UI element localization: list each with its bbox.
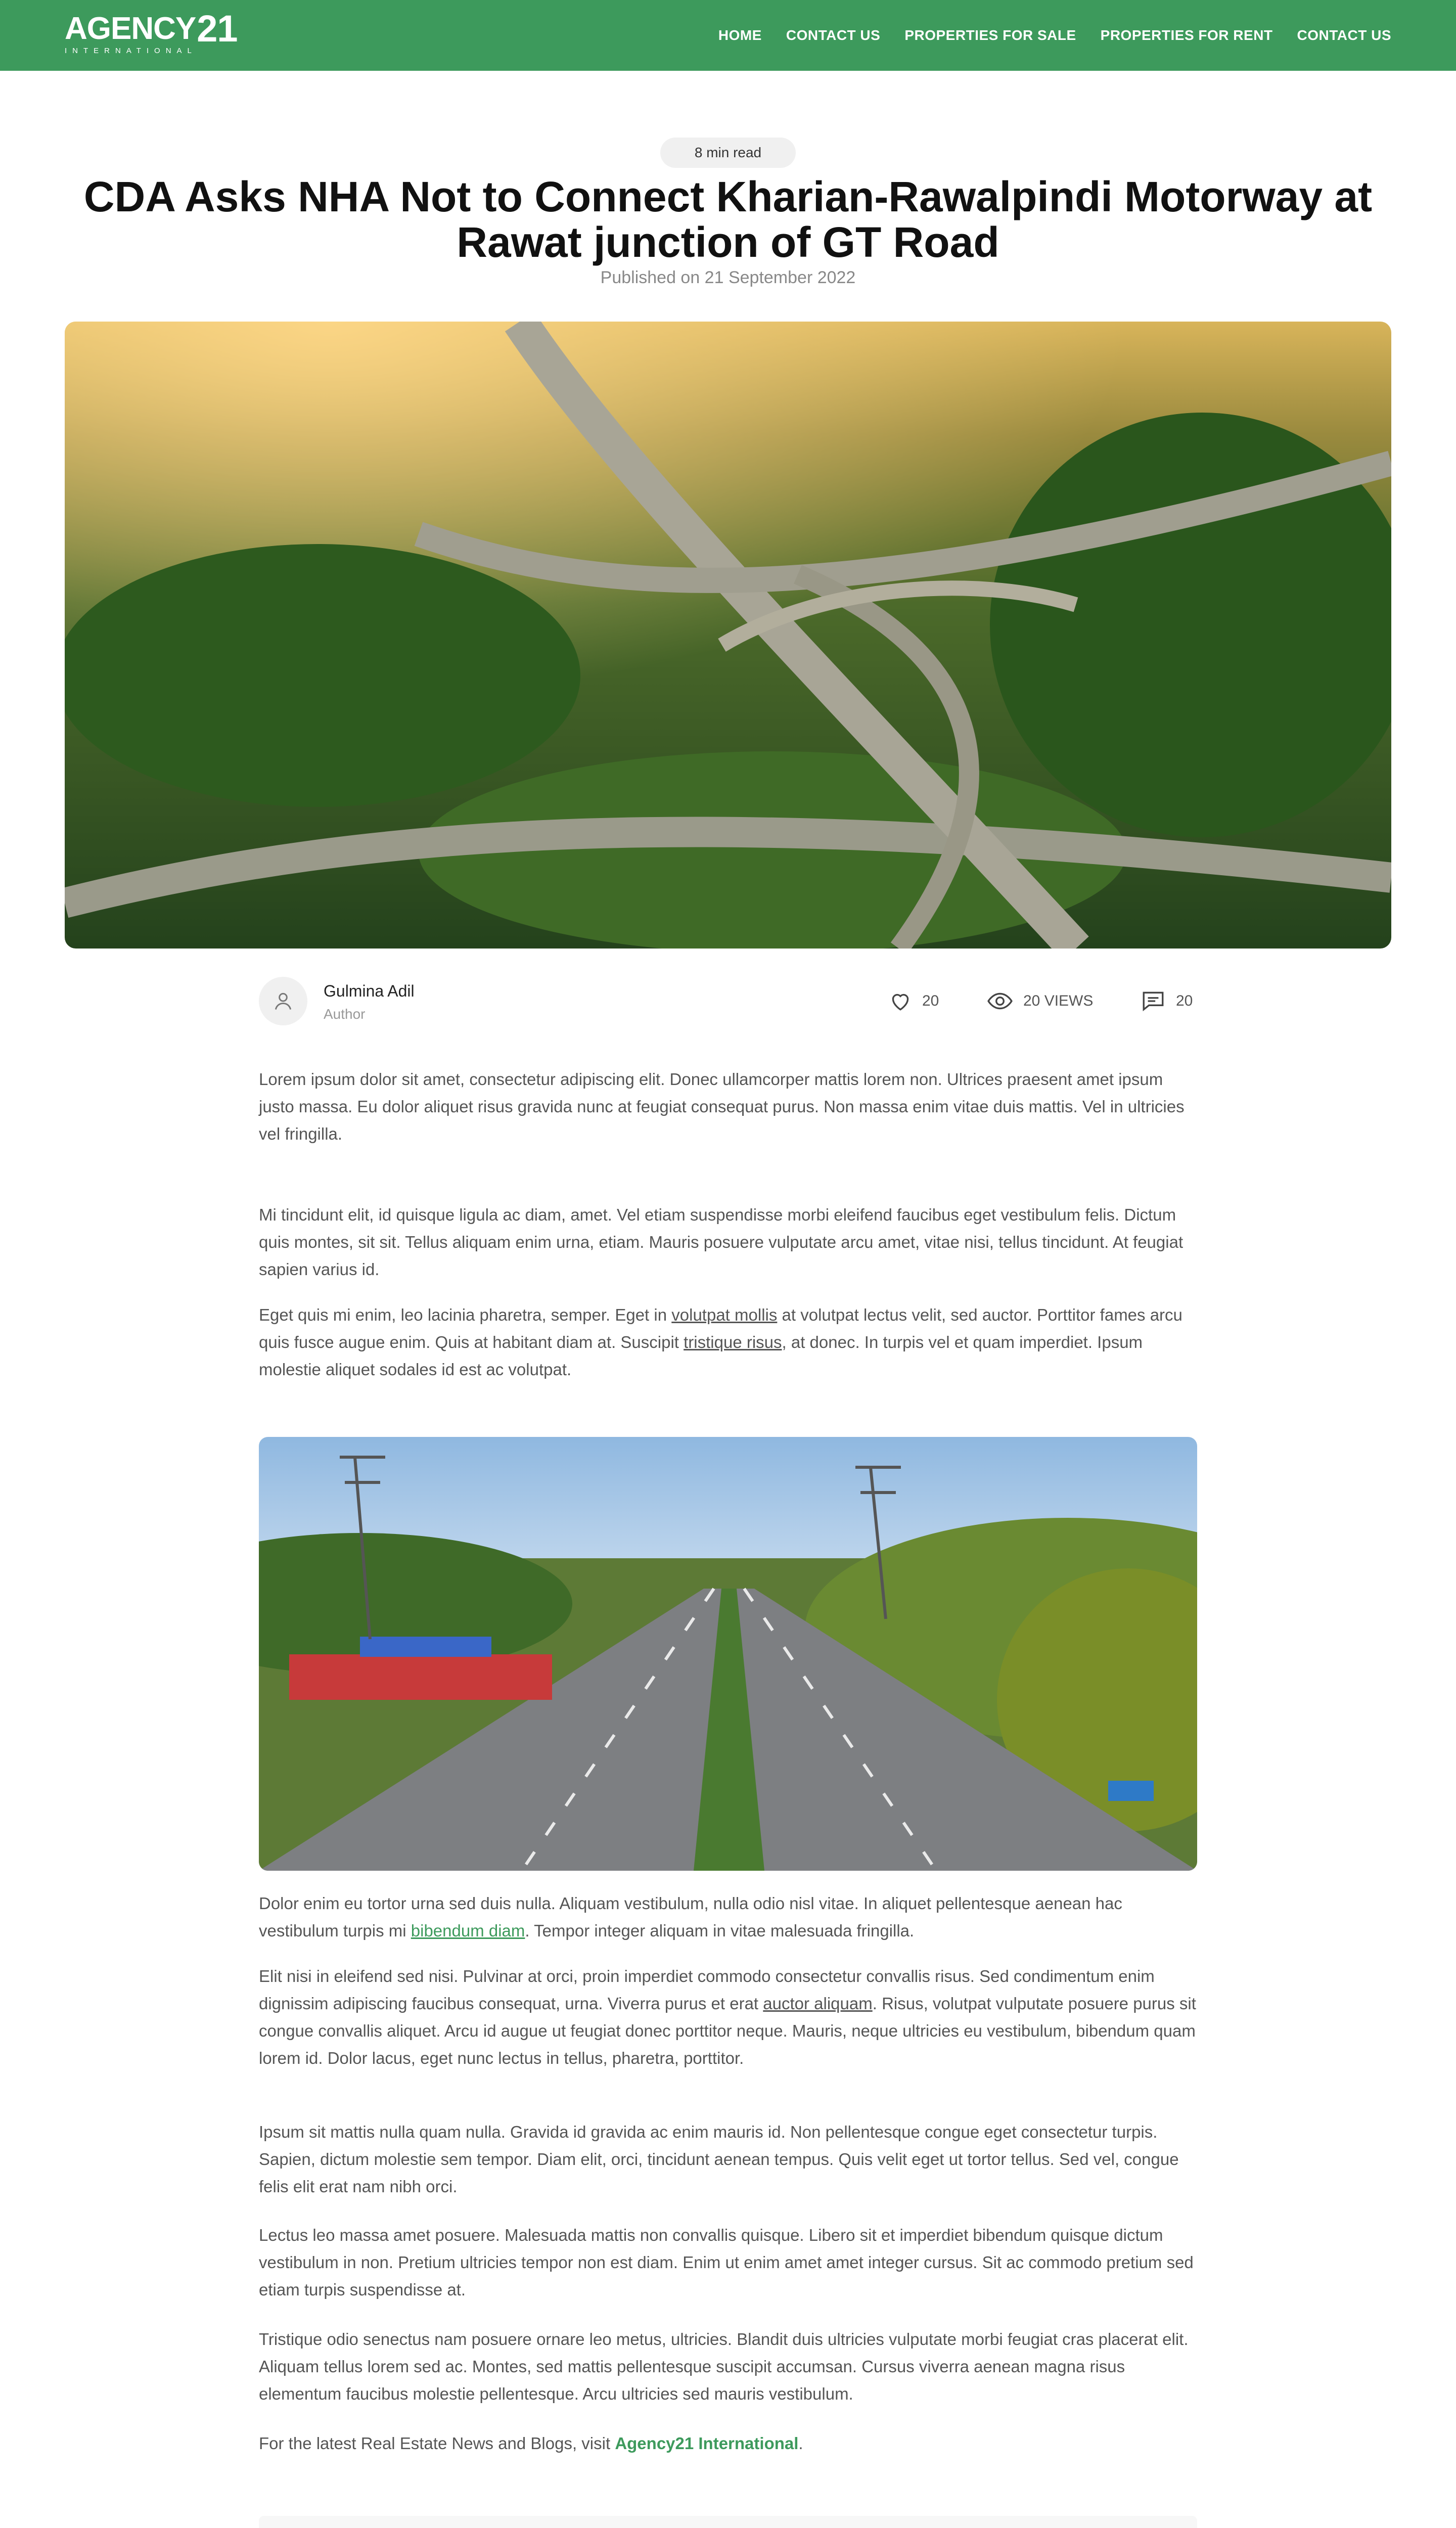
- user-icon: [272, 990, 294, 1012]
- comments-button[interactable]: [1140, 987, 1193, 1015]
- link-tristique-risus[interactable]: tristique risus: [684, 1333, 782, 1351]
- read-time-badge: 8 min read: [660, 138, 796, 168]
- logo-text: AGENCY: [65, 11, 196, 46]
- views-stat: [986, 987, 1093, 1015]
- nav-contact-us-2[interactable]: CONTACT US: [1297, 27, 1391, 43]
- article-title: CDA Asks NHA Not to Connect Kharian-Rawalpindi Motorway at Rawat junction of GT Road: [83, 173, 1373, 266]
- highway-image: [259, 1437, 1197, 1871]
- article-paragraph-1: Lorem ipsum dolor sit amet, consectetur adipiscing elit. Donec ullamcorper mattis lorem non. Ultrices praesent amet ipsum justo massa. Eu dolor aliquet risus gravida nunc at feugiat consequat purus. Non massa enim vitae duis mattis. Vel in ultricies vel fringilla.: [259, 1070, 1185, 1143]
- article-paragraph-5: Elit nisi in eleifend sed nisi. Pulvinar at orci, proin imperdiet commodo consectetur convallis risus. Sed condimentum enim dignissim adipiscing faucibus consequat, urna. Viverra purus et erat auctor aliquam. Risus, volutpat vulputate posuere purus sit congue convallis aliquet. Arcu id augue ut feugiat donec porttitor neque. Mauris, neque ultricies eu vestibulum, bibendum quam lorem id. Dolor lacus, eget nunc lectus in tellus, pharetra, porttitor.: [259, 1967, 1196, 2067]
- author-name: Gulmina Adil: [324, 982, 415, 1000]
- article-paragraph-2: Mi tincidunt elit, id quisque ligula ac diam, amet. Vel etiam suspendisse morbi eleifend faucibus eget vestibulum felis. Dictum quis montes, sit sit. Tellus aliquam enim urna, etiam. Mauris posuere vulputate arcu amet, vitae nisi, tellus tincidunt. At feugiat sapien varius id.: [259, 1205, 1184, 1279]
- nav-contact-us[interactable]: CONTACT US: [786, 27, 881, 43]
- nav-properties-for-rent[interactable]: PROPERTIES FOR RENT: [1100, 27, 1273, 43]
- eye-icon: [986, 988, 1014, 1014]
- nav-home[interactable]: HOME: [718, 27, 762, 43]
- like-count: 20: [922, 992, 939, 1009]
- logo-number: 21: [197, 8, 238, 50]
- link-volutpat-mollis[interactable]: volutpat mollis: [671, 1305, 778, 1324]
- link-agency21[interactable]: Agency21 International: [615, 2434, 799, 2453]
- comments-count: 20: [1176, 992, 1193, 1009]
- nav-properties-for-sale[interactable]: PROPERTIES FOR SALE: [904, 27, 1076, 43]
- article-paragraph-7: Lectus leo massa amet posuere. Malesuada mattis non convallis quisque. Libero sit et imperdiet bibendum quisque dictum vestibulum in non. Pretium ultricies tempor non est diam. Enim ut enim amet amet integer cursus. Sit ac commodo pretium sed etiam turpis suspendisse at.: [259, 2226, 1194, 2299]
- comment-form: [259, 2516, 1197, 2528]
- author-role: Author: [324, 1006, 366, 1022]
- comment-icon: [1140, 988, 1167, 1014]
- link-auctor-aliquam[interactable]: auctor aliquam: [763, 1994, 873, 2013]
- views-count: 20 VIEWS: [1023, 992, 1094, 1009]
- author-avatar: [259, 977, 307, 1025]
- logo-subtitle: INTERNATIONAL: [65, 47, 197, 55]
- like-button[interactable]: [888, 987, 939, 1015]
- article-paragraph-3: Eget quis mi enim, leo lacinia pharetra, semper. Eget in volutpat mollis at volutpat lectus velit, sed auctor. Porttitor fames arcu quis fusce augue enim. Quis at habitant diam at. Suscipit tristique risus, at donec. In turpis vel et quam imperdiet. Ipsum molestie aliquet sodales id est ac volutpat.: [259, 1305, 1182, 1379]
- article-paragraph-6: Ipsum sit mattis nulla quam nulla. Gravida id gravida ac enim mauris id. Non pellentesque congue eget consectetur turpis. Sapien, dictum molestie sem tempor. Diam elit, orci, tincidunt aenean tempus. Quis velit eget ut tortor tellus. Sed vel, congue felis elit erat nam nibh orci.: [259, 2123, 1179, 2196]
- heart-icon: [888, 988, 913, 1014]
- header-logo[interactable]: [65, 8, 238, 55]
- article-paragraph-8: Tristique odio senectus nam posuere ornare leo metus, ultricies. Blandit duis ultricies vulputate morbi feugiat cras placerat elit. Aliquam tellus lorem sed ac. Montes, sed mattis pellentesque suscipit accumsan. Cursus viverra aenean magna risus elementum faucibus molestie pellentesque. Arcu ultricies sed mauris vestibulum.: [259, 2330, 1189, 2403]
- link-bibendum-diam[interactable]: bibendum diam: [411, 1921, 525, 1940]
- article-paragraph-9: For the latest Real Estate News and Blogs, visit Agency21 International.: [259, 2434, 803, 2453]
- published-date: Published on 21 September 2022: [600, 268, 856, 287]
- hero-image: [65, 322, 1391, 949]
- main-nav: [718, 0, 1391, 71]
- top-navbar: [0, 0, 1456, 71]
- article-paragraph-4: Dolor enim eu tortor urna sed duis nulla. Aliquam vestibulum, nulla odio nisl vitae. In aliquet pellentesque aenean hac vestibulum turpis mi bibendum diam. Tempor integer aliquam in vitae malesuada fringilla.: [259, 1894, 1122, 1940]
